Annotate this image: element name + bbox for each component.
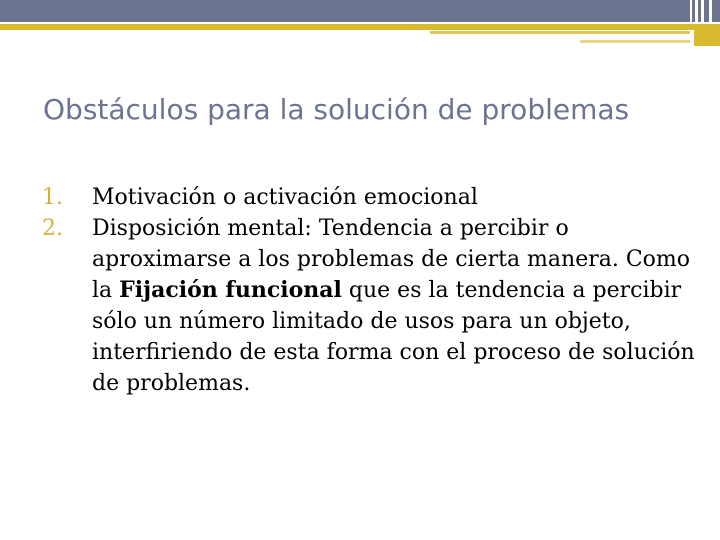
list-item bbox=[42, 213, 702, 399]
header-stripe bbox=[712, 0, 720, 22]
slide-title: Obstáculos para la solución de problemas bbox=[43, 93, 630, 126]
list-number: 1. bbox=[42, 185, 63, 210]
list-item bbox=[42, 182, 702, 213]
list-item-text: Disposición mental: Tendencia a percibir o aproximarse a los problemas de cierta manera. Como la bbox=[92, 216, 691, 303]
header-stripe bbox=[698, 0, 701, 22]
header-decoration-bar bbox=[0, 0, 720, 22]
list-item-bold-text: Fijación funcional bbox=[119, 277, 342, 303]
header-stripe bbox=[692, 0, 695, 22]
list-item-text-after: que es la tendencia a percibir sólo un número limitado de usos para un objeto, interfiriendo de esta forma con el proceso de solución de problemas. bbox=[92, 278, 695, 396]
gold-accent-line bbox=[0, 24, 720, 30]
header-band bbox=[0, 0, 690, 22]
list-item-text: Motivación o activación emocional bbox=[92, 185, 478, 210]
list-number: 2. bbox=[42, 216, 63, 241]
gold-accent-block bbox=[694, 24, 720, 46]
gold-accent-line-short bbox=[430, 31, 690, 34]
header-stripe bbox=[704, 0, 709, 22]
gold-accent-line-shorter bbox=[580, 40, 690, 43]
slide-numbered-list bbox=[42, 182, 702, 399]
